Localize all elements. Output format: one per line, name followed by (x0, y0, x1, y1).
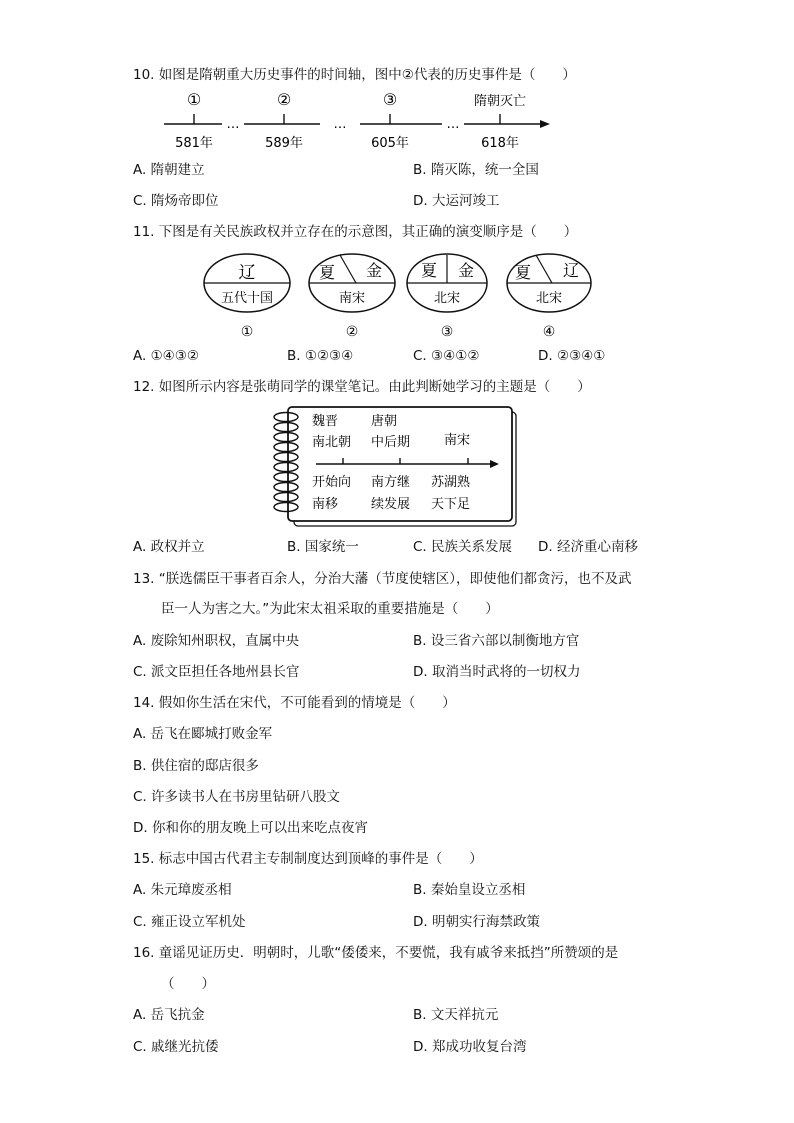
question-number: 15. (133, 851, 155, 867)
oval-label: ① (240, 324, 254, 340)
option-d[interactable]: D. 你和你的朋友晚上可以出来吃点夜宵 (133, 820, 368, 836)
option-a[interactable]: A. 岳飞抗金 (133, 1007, 205, 1023)
option-b[interactable]: B. 设三省六部以制衡地方官 (413, 633, 580, 649)
question-11-stem (133, 223, 577, 241)
question-14-stem (133, 694, 456, 712)
question-number: 10. (133, 67, 155, 83)
question-text: 如图所示内容是张萌同学的课堂笔记。由此判断她学习的主题是（ ） (158, 379, 591, 395)
regime-name: 南宋 (338, 291, 366, 306)
option-a[interactable]: A. ①④③② (133, 348, 199, 364)
question-15-stem (133, 850, 483, 868)
sui-timeline-figure (160, 88, 560, 156)
question-13-stem-continued: 臣一人为害之大。”为此宋太祖采取的重要措施是（ ） (161, 601, 499, 617)
note-era: 南北朝 (312, 435, 352, 450)
option-a[interactable]: A. 废除知州职权，直属中央 (133, 633, 300, 649)
note-era: 唐朝 (371, 414, 398, 429)
regime-oval-1 (204, 254, 290, 340)
regime-name: 金 (457, 261, 475, 280)
question-text: 童谣见证历史．明朝时，儿歌“倭倭来，不要慌，我有戚爷来抵挡”所赞颂的是 (158, 945, 619, 961)
option-c[interactable]: C. 许多读书人在书房里钻研八股文 (133, 789, 341, 805)
timeline-year: 618年 (481, 136, 519, 151)
question-text: “朕选儒臣干事者百余人，分治大藩（节度使辖区），即使他们都贪污，也不及武 (158, 571, 632, 587)
question-number: 16. (133, 945, 155, 961)
option-d[interactable]: D. 明朝实行海禁政策 (413, 914, 540, 930)
option-b[interactable]: B. 文天祥抗元 (413, 1007, 499, 1023)
timeline-ellipsis: … (226, 117, 240, 132)
oval-label: ② (345, 324, 359, 340)
option-a[interactable]: A. 朱元璋废丞相 (133, 882, 232, 898)
question-text: 假如你生活在宋代，不可能看到的情境是（ ） (158, 695, 456, 711)
timeline-marker-2: ② (276, 90, 292, 109)
regime-name: 辽 (562, 261, 580, 280)
option-d[interactable]: D. 经济重心南移 (538, 539, 638, 555)
option-b[interactable]: B. 供住宿的邸店很多 (133, 758, 259, 774)
note-development: 南移 (312, 497, 339, 512)
note-era: 中后期 (371, 435, 411, 450)
option-d[interactable]: D. 取消当时武将的一切权力 (413, 664, 581, 680)
option-a[interactable]: A. 岳飞在郾城打败金军 (133, 726, 273, 742)
regime-name: 夏 (420, 261, 438, 280)
note-era: 南宋 (444, 433, 471, 448)
timeline-year: 589年 (265, 136, 303, 151)
question-number: 14. (133, 695, 155, 711)
timeline-marker-1: ① (186, 90, 202, 109)
regime-oval-2 (309, 254, 395, 340)
option-c[interactable]: C. 戚继光抗倭 (133, 1039, 219, 1055)
option-b[interactable]: B. ①②③④ (287, 348, 354, 364)
option-b[interactable]: B. 秦始皇设立丞相 (413, 882, 526, 898)
regimes-ovals-figure (200, 250, 600, 342)
timeline-ellipsis: … (446, 117, 460, 132)
question-16-stem-continued: （ ） (161, 976, 215, 992)
question-number: 11. (133, 224, 155, 240)
timeline-ellipsis: … (333, 117, 347, 132)
option-c[interactable]: C. ③④①② (413, 348, 480, 364)
timeline-year: 581年 (175, 136, 213, 151)
question-text: 下图是有关民族政权并立存在的示意图，其正确的演变顺序是（ ） (158, 224, 578, 240)
note-development: 天下足 (431, 497, 471, 512)
note-development: 苏湖熟 (431, 475, 471, 490)
option-c[interactable]: C. 民族关系发展 (413, 539, 513, 555)
option-c[interactable]: C. 派文臣担任各地州县长官 (133, 664, 300, 680)
regime-name: 夏 (514, 263, 532, 282)
note-development: 续发展 (371, 497, 411, 512)
class-notes-figure (268, 404, 520, 530)
option-b[interactable]: B. 隋灭陈，统一全国 (413, 162, 539, 178)
regime-name: 夏 (318, 263, 336, 282)
regime-name: 金 (365, 261, 383, 280)
option-a[interactable]: A. 政权并立 (133, 539, 205, 555)
option-d[interactable]: D. 大运河竣工 (413, 193, 500, 209)
regime-name: 北宋 (535, 291, 563, 306)
timeline-marker-3: ③ (382, 90, 398, 109)
timeline-year: 605年 (371, 136, 409, 151)
regime-name: 北宋 (433, 291, 461, 306)
oval-label: ③ (440, 324, 454, 340)
option-d[interactable]: D. 郑成功收复台湾 (413, 1039, 527, 1055)
regime-oval-4 (507, 254, 591, 340)
question-16-stem (133, 944, 618, 962)
option-c[interactable]: C. 雍正设立军机处 (133, 914, 246, 930)
option-b[interactable]: B. 国家统一 (287, 539, 359, 555)
regime-name: 辽 (238, 263, 256, 283)
question-12-stem (133, 378, 591, 396)
oval-label: ④ (542, 324, 556, 340)
note-era: 魏晋 (312, 414, 339, 429)
question-10-stem (133, 66, 576, 84)
option-d[interactable]: D. ②③④① (538, 348, 606, 364)
question-13-stem (133, 570, 632, 588)
note-development: 开始向 (312, 475, 352, 490)
question-number: 12. (133, 379, 155, 395)
note-development: 南方继 (371, 475, 411, 490)
option-c[interactable]: C. 隋炀帝即位 (133, 193, 219, 209)
question-text: 标志中国古代君主专制制度达到顶峰的事件是（ ） (158, 851, 483, 867)
timeline-marker-4: 隋朝灭亡 (473, 94, 527, 109)
regime-oval-3 (407, 254, 487, 340)
option-a[interactable]: A. 隋朝建立 (133, 162, 205, 178)
question-text: 如图是隋朝重大历史事件的时间轴，图中②代表的历史事件是（ ） (158, 67, 576, 83)
regime-name: 五代十国 (220, 291, 274, 306)
question-number: 13. (133, 571, 155, 587)
timeline-arrowhead (540, 120, 550, 128)
